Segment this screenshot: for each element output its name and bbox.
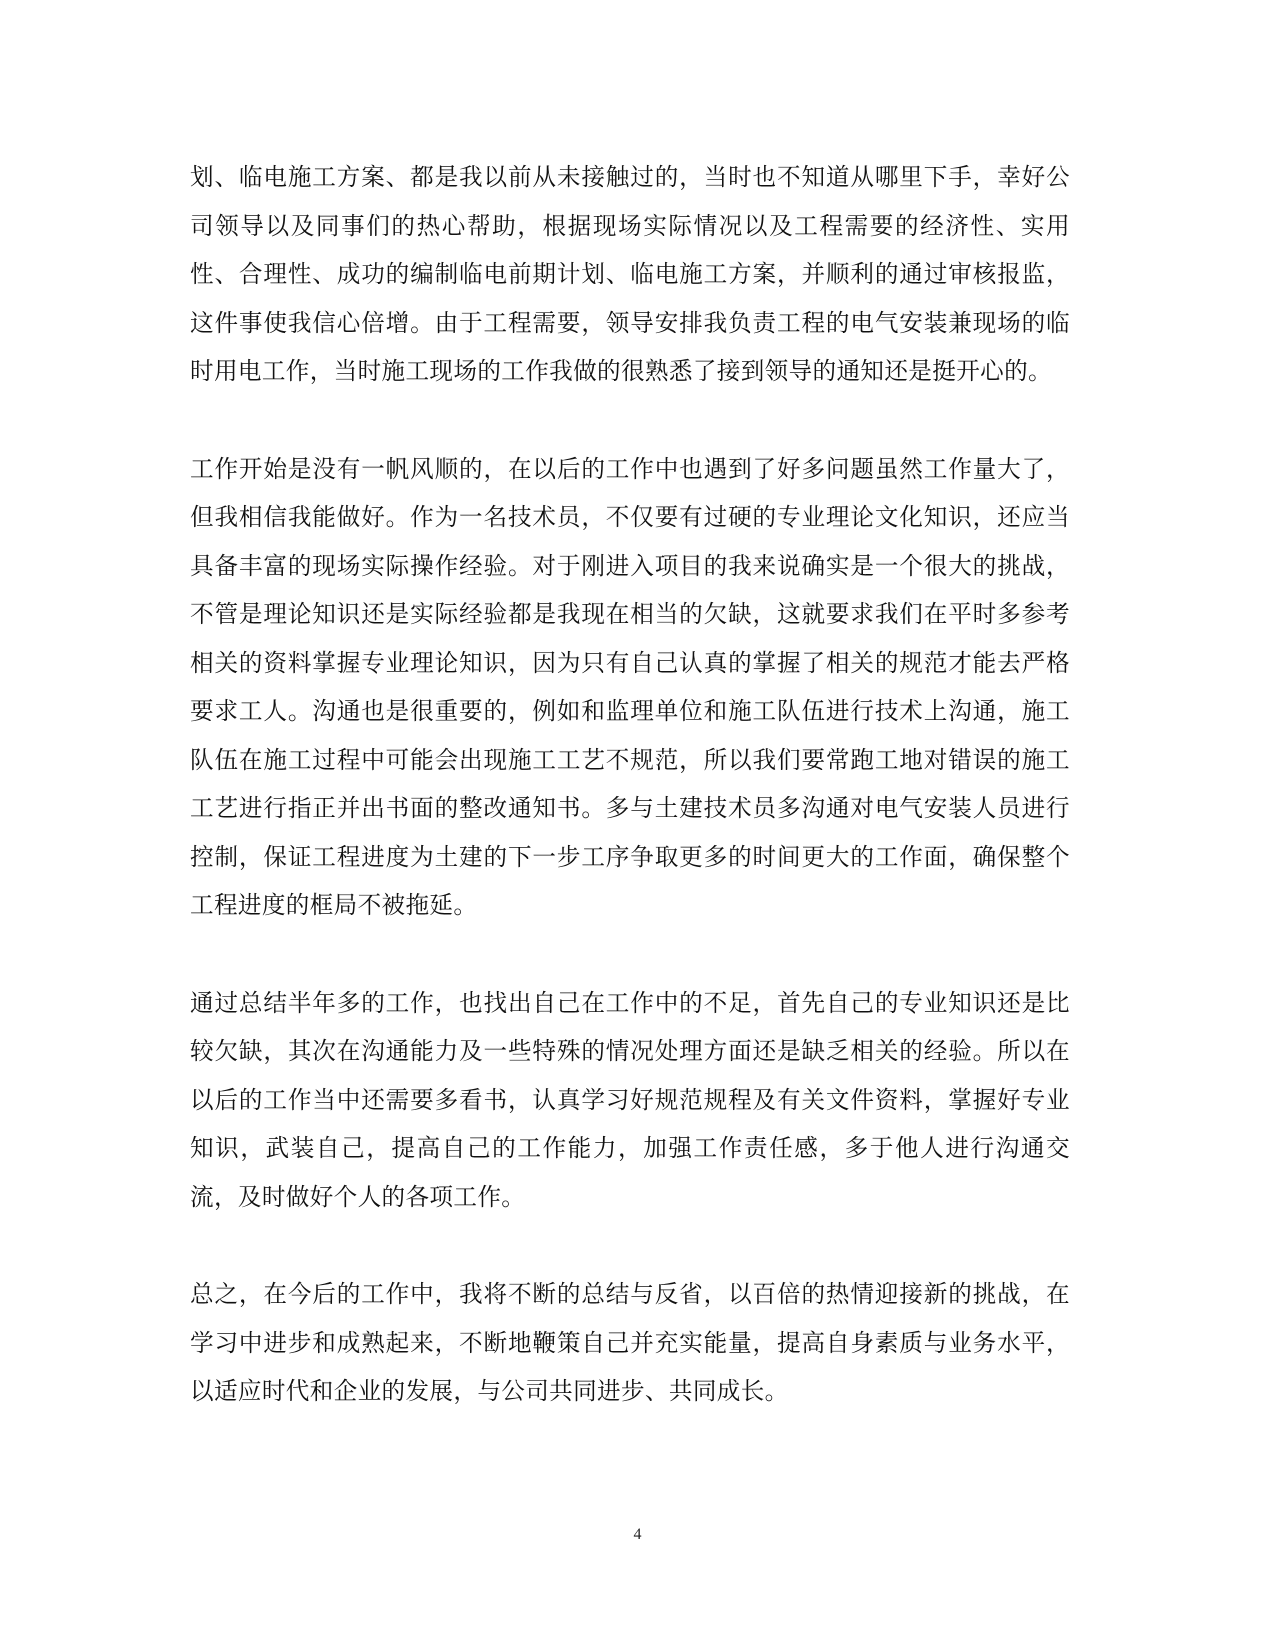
- paragraph-1: 划、临电施工方案、都是我以前从未接触过的，当时也不知道从哪里下手，幸好公司领导以及同事们的热心帮助，根据现场实际情况以及工程需要的经济性、实用性、合理性、成功的编制临电前期计划、临电施工方案，并顺利的通过审核报监，这件事使我信心倍增。由于工程需要，领导安排我负责工程的电气安装兼现场的临时用电工作，当时施工现场的工作我做的很熟悉了接到领导的通知还是挺开心的。: [190, 163, 1070, 385]
- paragraph-2: 工作开始是没有一帆风顺的，在以后的工作中也遇到了好多问题虽然工作量大了，但我相信我能做好。作为一名技术员，不仅要有过硬的专业理论文化知识，还应当具备丰富的现场实际操作经验。对于刚进入项目的我来说确实是一个很大的挑战，不管是理论知识还是实际经验都是我现在相当的欠缺，这就要求我们在平时多参考相关的资料掌握专业理论知识，因为只有自己认真的掌握了相关的规范才能去严格要求工人。沟通也是很重要的，例如和监理单位和施工队伍进行技术上沟通，施工队伍在施工过程中可能会出现施工工艺不规范，所以我们要常跑工地对错误的施工工艺进行指正并出书面的整改通知书。多与土建技术员多沟通对电气安装人员进行控制，保证工程进度为土建的下一步工序争取更多的时间更大的工作面，确保整个工程进度的框局不被拖延。: [190, 454, 1070, 919]
- paragraph-3: 通过总结半年多的工作，也找出自己在工作中的不足，首先自己的专业知识还是比较欠缺，其次在沟通能力及一些特殊的情况处理方面还是缺乏相关的经验。所以在以后的工作当中还需要多看书，认真学习好规范规程及有关文件资料，掌握好专业知识，武装自己，提高自己的工作能力，加强工作责任感，多于他人进行沟通交流，及时做好个人的各项工作。: [190, 988, 1070, 1211]
- page-number: 4: [633, 1526, 642, 1543]
- paragraph-4: 总之，在今后的工作中，我将不断的总结与反省，以百倍的热情迎接新的挑战，在学习中进步和成熟起来，不断地鞭策自己并充实能量，提高自身素质与业务水平，以适应时代和企业的发展，与公司共同进步、共同成长。: [190, 1280, 1070, 1405]
- body-text: [190, 153, 1070, 1416]
